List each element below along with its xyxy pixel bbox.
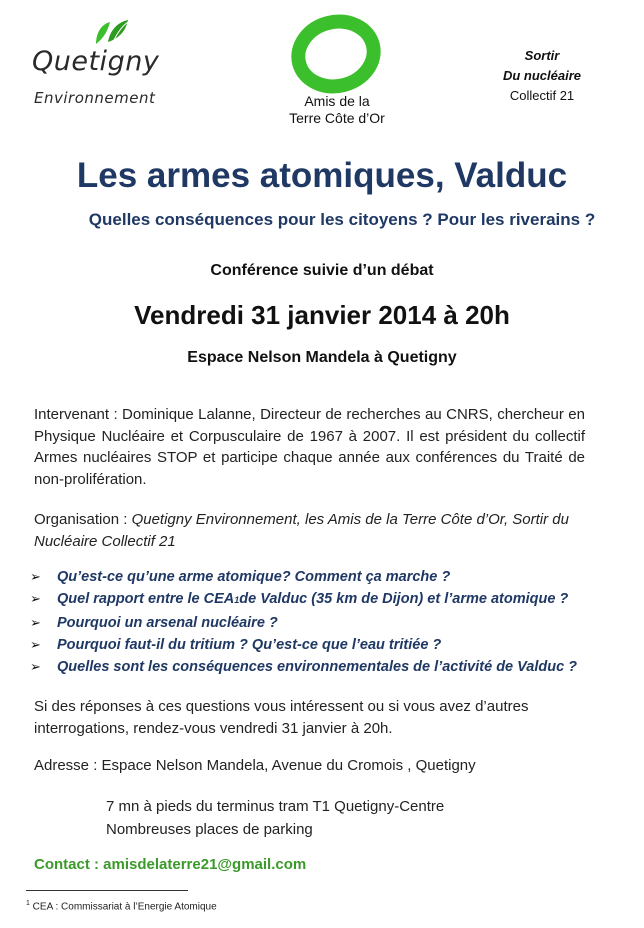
contact-email[interactable]: Contact : amisdelaterre21@gmail.com bbox=[34, 856, 307, 873]
address-line: Adresse : Espace Nelson Mandela, Avenue du Cromois , Quetigny bbox=[34, 757, 476, 774]
list-item: ➢ Pourquoi un arsenal nucléaire ? bbox=[30, 612, 636, 634]
amis-de-la-terre-ring-logo bbox=[288, 14, 384, 99]
event-date: Vendredi 31 janvier 2014 à 20h bbox=[134, 300, 510, 330]
arrow-bullet-icon: ➢ bbox=[30, 659, 41, 675]
quetigny-logo-subtitle: Environnement bbox=[34, 89, 156, 107]
organisation-label: Organisation : bbox=[34, 511, 132, 528]
list-item: ➢ Quelles sont les conséquences environnementales de l’activité de Valduc ? bbox=[30, 656, 636, 678]
arrow-bullet-icon: ➢ bbox=[30, 591, 41, 607]
event-venue: Espace Nelson Mandela à Quetigny bbox=[187, 349, 457, 366]
organisation-value: Quetigny Environnement, les Amis de la Terre Côte d’Or, Sortir du Nucléaire Collectif 21 bbox=[34, 511, 569, 550]
invitation-paragraph: Si des réponses à ces questions vous intéressent ou si vous avez d’autres interrogations, rendez-vous vendredi 31 janvier à 20h. bbox=[34, 698, 529, 737]
organisation-paragraph bbox=[34, 509, 574, 552]
arrow-bullet-icon: ➢ bbox=[30, 636, 41, 652]
arrow-bullet-icon: ➢ bbox=[30, 569, 41, 584]
access-info bbox=[106, 795, 444, 841]
parking-info: Nombreuses places de parking bbox=[106, 821, 313, 838]
intervenant-paragraph: Intervenant : Dominique Lalanne, Directeur de recherches au CNRS, chercheur en Physique Nucléaire et Corpusculaire de 1967 à 2007. Il est président du collectif Armes nucléaires STOP et participe chaque année aux conférences du Traité de non-prolifération. bbox=[34, 406, 585, 488]
amis-de-la-terre-label: Amis de la Terre Côte d’Or bbox=[289, 93, 385, 126]
footnote-divider bbox=[26, 890, 188, 891]
sortir-du-nucleaire-label: Sortir Du nucléaire Collectif 21 bbox=[502, 48, 582, 103]
tram-info: 7 mn à pieds du terminus tram T1 Quetigny-Centre bbox=[106, 798, 445, 815]
list-item: ➢ Quel rapport entre le CEA 1 de Valduc (35 km de Dijon) et l’arme atomique ? bbox=[30, 588, 636, 611]
page-subtitle: Quelles conséquences pour les citoyens ? Pour les riverains ? bbox=[88, 210, 596, 229]
page-title: Les armes atomiques, Valduc bbox=[76, 156, 568, 195]
quetigny-logo-name: Quetigny bbox=[32, 46, 160, 77]
list-item: ➢ Pourquoi faut-il du tritium ? Qu’est-ce que l’eau tritiée ? bbox=[30, 634, 636, 656]
arrow-bullet-icon: ➢ bbox=[30, 614, 41, 630]
conference-label: Conférence suivie d’un débat bbox=[210, 262, 434, 279]
list-item: ➢ Qu’est-ce qu’une arme atomique? Comment ça marche ? bbox=[30, 566, 636, 588]
question-list bbox=[30, 566, 636, 678]
footnote-reference: 1 bbox=[234, 595, 240, 606]
footnote: $^1$ CEA : Commissariat à l’Energie Atomique bbox=[26, 900, 217, 913]
